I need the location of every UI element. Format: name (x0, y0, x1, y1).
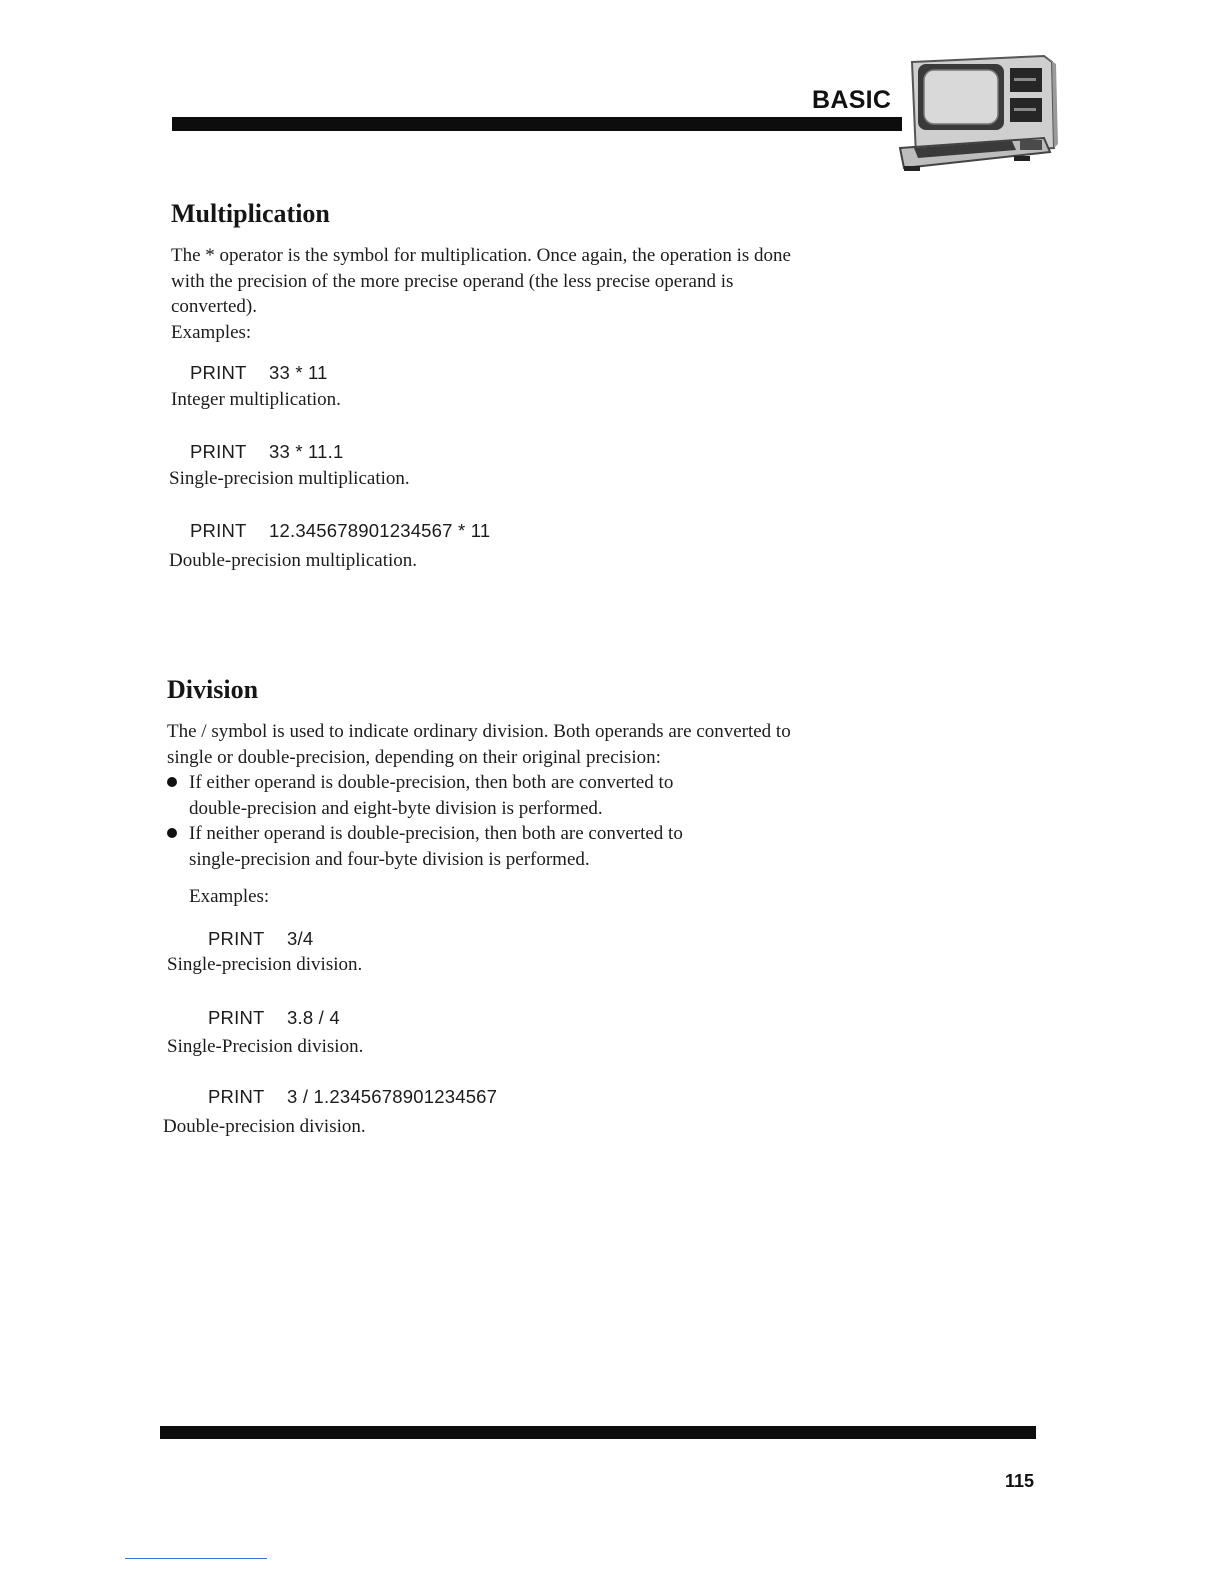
computer-illustration (894, 52, 1064, 176)
code-example (190, 441, 344, 463)
section-heading-multiplication: Multiplication (171, 199, 330, 228)
computer-keypad (1020, 140, 1042, 150)
examples-label: Examples: (189, 886, 270, 907)
bottom-link-underline (125, 1558, 267, 1559)
code-example (208, 928, 313, 950)
code-keyword: PRINT (208, 1086, 265, 1107)
code-example (190, 362, 328, 384)
code-expression: 12.345678901234567 * 11 (269, 520, 491, 541)
code-keyword: PRINT (190, 520, 247, 541)
code-expression: 33 * 11 (269, 362, 328, 383)
footer-rule (160, 1426, 1036, 1439)
example-description: Double-precision multiplication. (169, 550, 418, 571)
code-keyword: PRINT (190, 441, 247, 462)
bullet-item (167, 770, 887, 822)
drive-slot-bottom (1014, 108, 1036, 111)
drive-slot-top (1014, 78, 1036, 81)
chapter-label: BASIC (812, 86, 892, 114)
bullet-icon (167, 828, 177, 838)
example-description: Single-Precision division. (167, 1036, 364, 1057)
code-expression: 33 * 11.1 (269, 441, 344, 462)
bullet-icon (167, 777, 177, 787)
code-example (208, 1086, 497, 1108)
bullet-text: If neither operand is double-precision, then both are converted to single-precision and four-byte division is performed. (189, 823, 683, 870)
division-intro: The / symbol is used to indicate ordinary division. Both operands are converted to single or double-precision, depending on their original precision: (167, 721, 791, 768)
example-description: Integer multiplication. (171, 389, 341, 410)
bullet-text: If either operand is double-precision, then both are converted to double-precision and eight-byte division is performed. (189, 772, 674, 819)
example-description: Single-precision multiplication. (169, 468, 410, 489)
bullet-item (167, 821, 887, 873)
code-expression: 3/4 (287, 928, 314, 949)
example-description: Single-precision division. (167, 954, 363, 975)
example-description: Double-precision division. (163, 1116, 366, 1137)
page-number: 115 (1005, 1471, 1035, 1491)
code-keyword: PRINT (208, 1007, 265, 1028)
code-keyword: PRINT (208, 928, 265, 949)
computer-foot-right (1014, 156, 1030, 161)
multiplication-intro: The * operator is the symbol for multiplication. Once again, the operation is done with the precision of the more precise operand (the less precise operand is converted). Examples: (171, 245, 791, 343)
code-example (208, 1007, 340, 1029)
header-rule (172, 117, 902, 131)
code-expression: 3.8 / 4 (287, 1007, 340, 1028)
code-example (190, 520, 490, 542)
section-heading-division: Division (167, 675, 259, 704)
computer-screen (924, 70, 998, 124)
code-keyword: PRINT (190, 362, 247, 383)
computer-foot-left (904, 166, 920, 171)
code-expression: 3 / 1.2345678901234567 (287, 1086, 498, 1107)
